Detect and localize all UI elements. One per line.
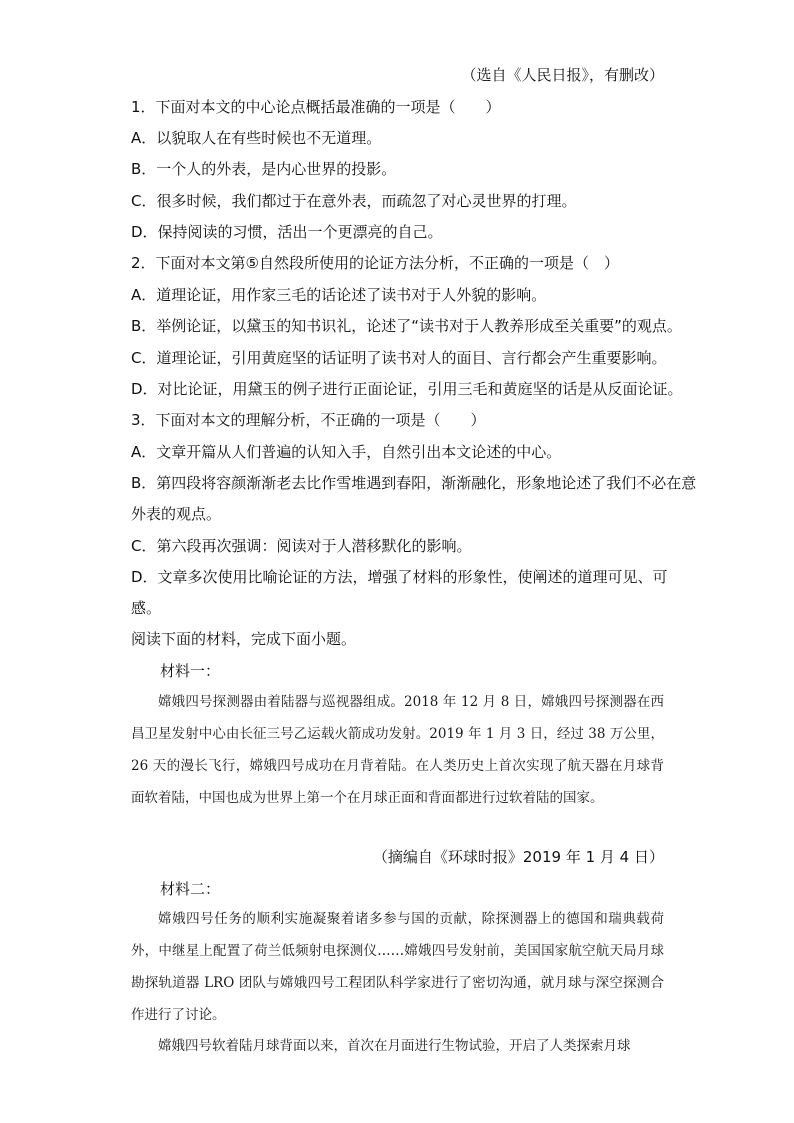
material-1-text: 嫦娥四号探测器由着陆器与巡视器组成。2018 年 12 月 8 日，嫦娥四号探测器在西昌卫星发射中心由长征三号乙运载火箭成功发射。2019 年 1 月 3 日，经过 38 万公里，26 天的漫长飞行，嫦娥四号成功在月背着陆。在人类历史上首次实现了航天器在月球背面软着陆，中国也成为世界上第一个在月球正面和背面都进行过软着陆的国家。 bbox=[131, 694, 664, 806]
question-3-option-b: B．第四段将容颜渐渐老去比作雪堆遇到春阳，渐渐融化，形象地论述了我们不必在意 bbox=[131, 474, 697, 492]
reading-instruction: 阅读下面的材料，完成下面小题。 bbox=[131, 630, 357, 648]
material-1-source: （摘编自《环球时报》2019 年 1 月 4 日） bbox=[372, 848, 664, 866]
question-3-option-a: A．文章开篇从人们普遍的认知入手，自然引出本文论述的中心。 bbox=[131, 443, 562, 461]
question-1-option-c: C．很多时候，我们都过于在意外表，而疏忽了对心灵世界的打理。 bbox=[131, 192, 577, 210]
question-2-option-a: A．道理论证，用作家三毛的话论述了读书对于人外貌的影响。 bbox=[131, 286, 547, 304]
question-2-stem: 2．下面对本文第⑤自然段所使用的论证方法分析，不正确的一项是（ ） bbox=[131, 254, 619, 272]
question-2-option-d: D．对比论证，用黛玉的例子进行正面论证，引用三毛和黄庭坚的话是从反面论证。 bbox=[131, 380, 683, 398]
question-1-option-b: B．一个人的外表，是内心世界的投影。 bbox=[131, 160, 397, 178]
question-3-option-d: D．文章多次使用比喻论证的方法，增强了材料的形象性，使阐述的道理可见、可 bbox=[131, 568, 668, 586]
material-2-paragraph-2: 嫦娥四号软着陆月球背面以来，首次在月面进行生物试验，开启了人类探索月球 bbox=[158, 1038, 631, 1054]
question-1-option-a: A．以貌取人在有些时候也不无道理。 bbox=[131, 129, 382, 147]
question-3-option-c: C．第六段再次强调：阅读对于人潜移默化的影响。 bbox=[131, 537, 472, 555]
article-source: （选自《人民日报》，有删改） bbox=[461, 66, 664, 84]
question-2-option-c: C．道理论证，引用黄庭坚的话证明了读书对人的面目、言行都会产生重要影响。 bbox=[131, 349, 667, 367]
question-2-option-b: B．举例论证，以黛玉的知书识礼，论述了“读书对于人教养形成至关重要”的观点。 bbox=[131, 317, 682, 335]
question-3-stem: 3．下面对本文的理解分析，不正确的一项是（ ） bbox=[131, 411, 486, 429]
material-1-label: 材料一： bbox=[160, 662, 221, 680]
question-3-option-b-cont: 外表的观点。 bbox=[131, 505, 222, 523]
question-3-option-d-cont: 感。 bbox=[131, 599, 162, 617]
question-1-option-d: D．保持阅读的习惯，活出一个更漂亮的自己。 bbox=[131, 223, 443, 241]
question-1-stem: 1．下面对本文的中心论点概括最准确的一项是（ ） bbox=[131, 98, 501, 116]
material-2-label: 材料二： bbox=[160, 880, 221, 898]
material-2-paragraph-1: 嫦娥四号任务的顺利实施凝聚着诸多参与国的贡献，除探测器上的德国和瑞典载荷外，中继星上配置了荷兰低频射电探测仪……嫦娥四号发射前，美国国家航空航天局月球勘探轨道器 LRO 团队与嫦娥四号工程团队科学家进行了密切沟通，就月球与深空探测合作进行了讨论。 bbox=[131, 911, 664, 1023]
